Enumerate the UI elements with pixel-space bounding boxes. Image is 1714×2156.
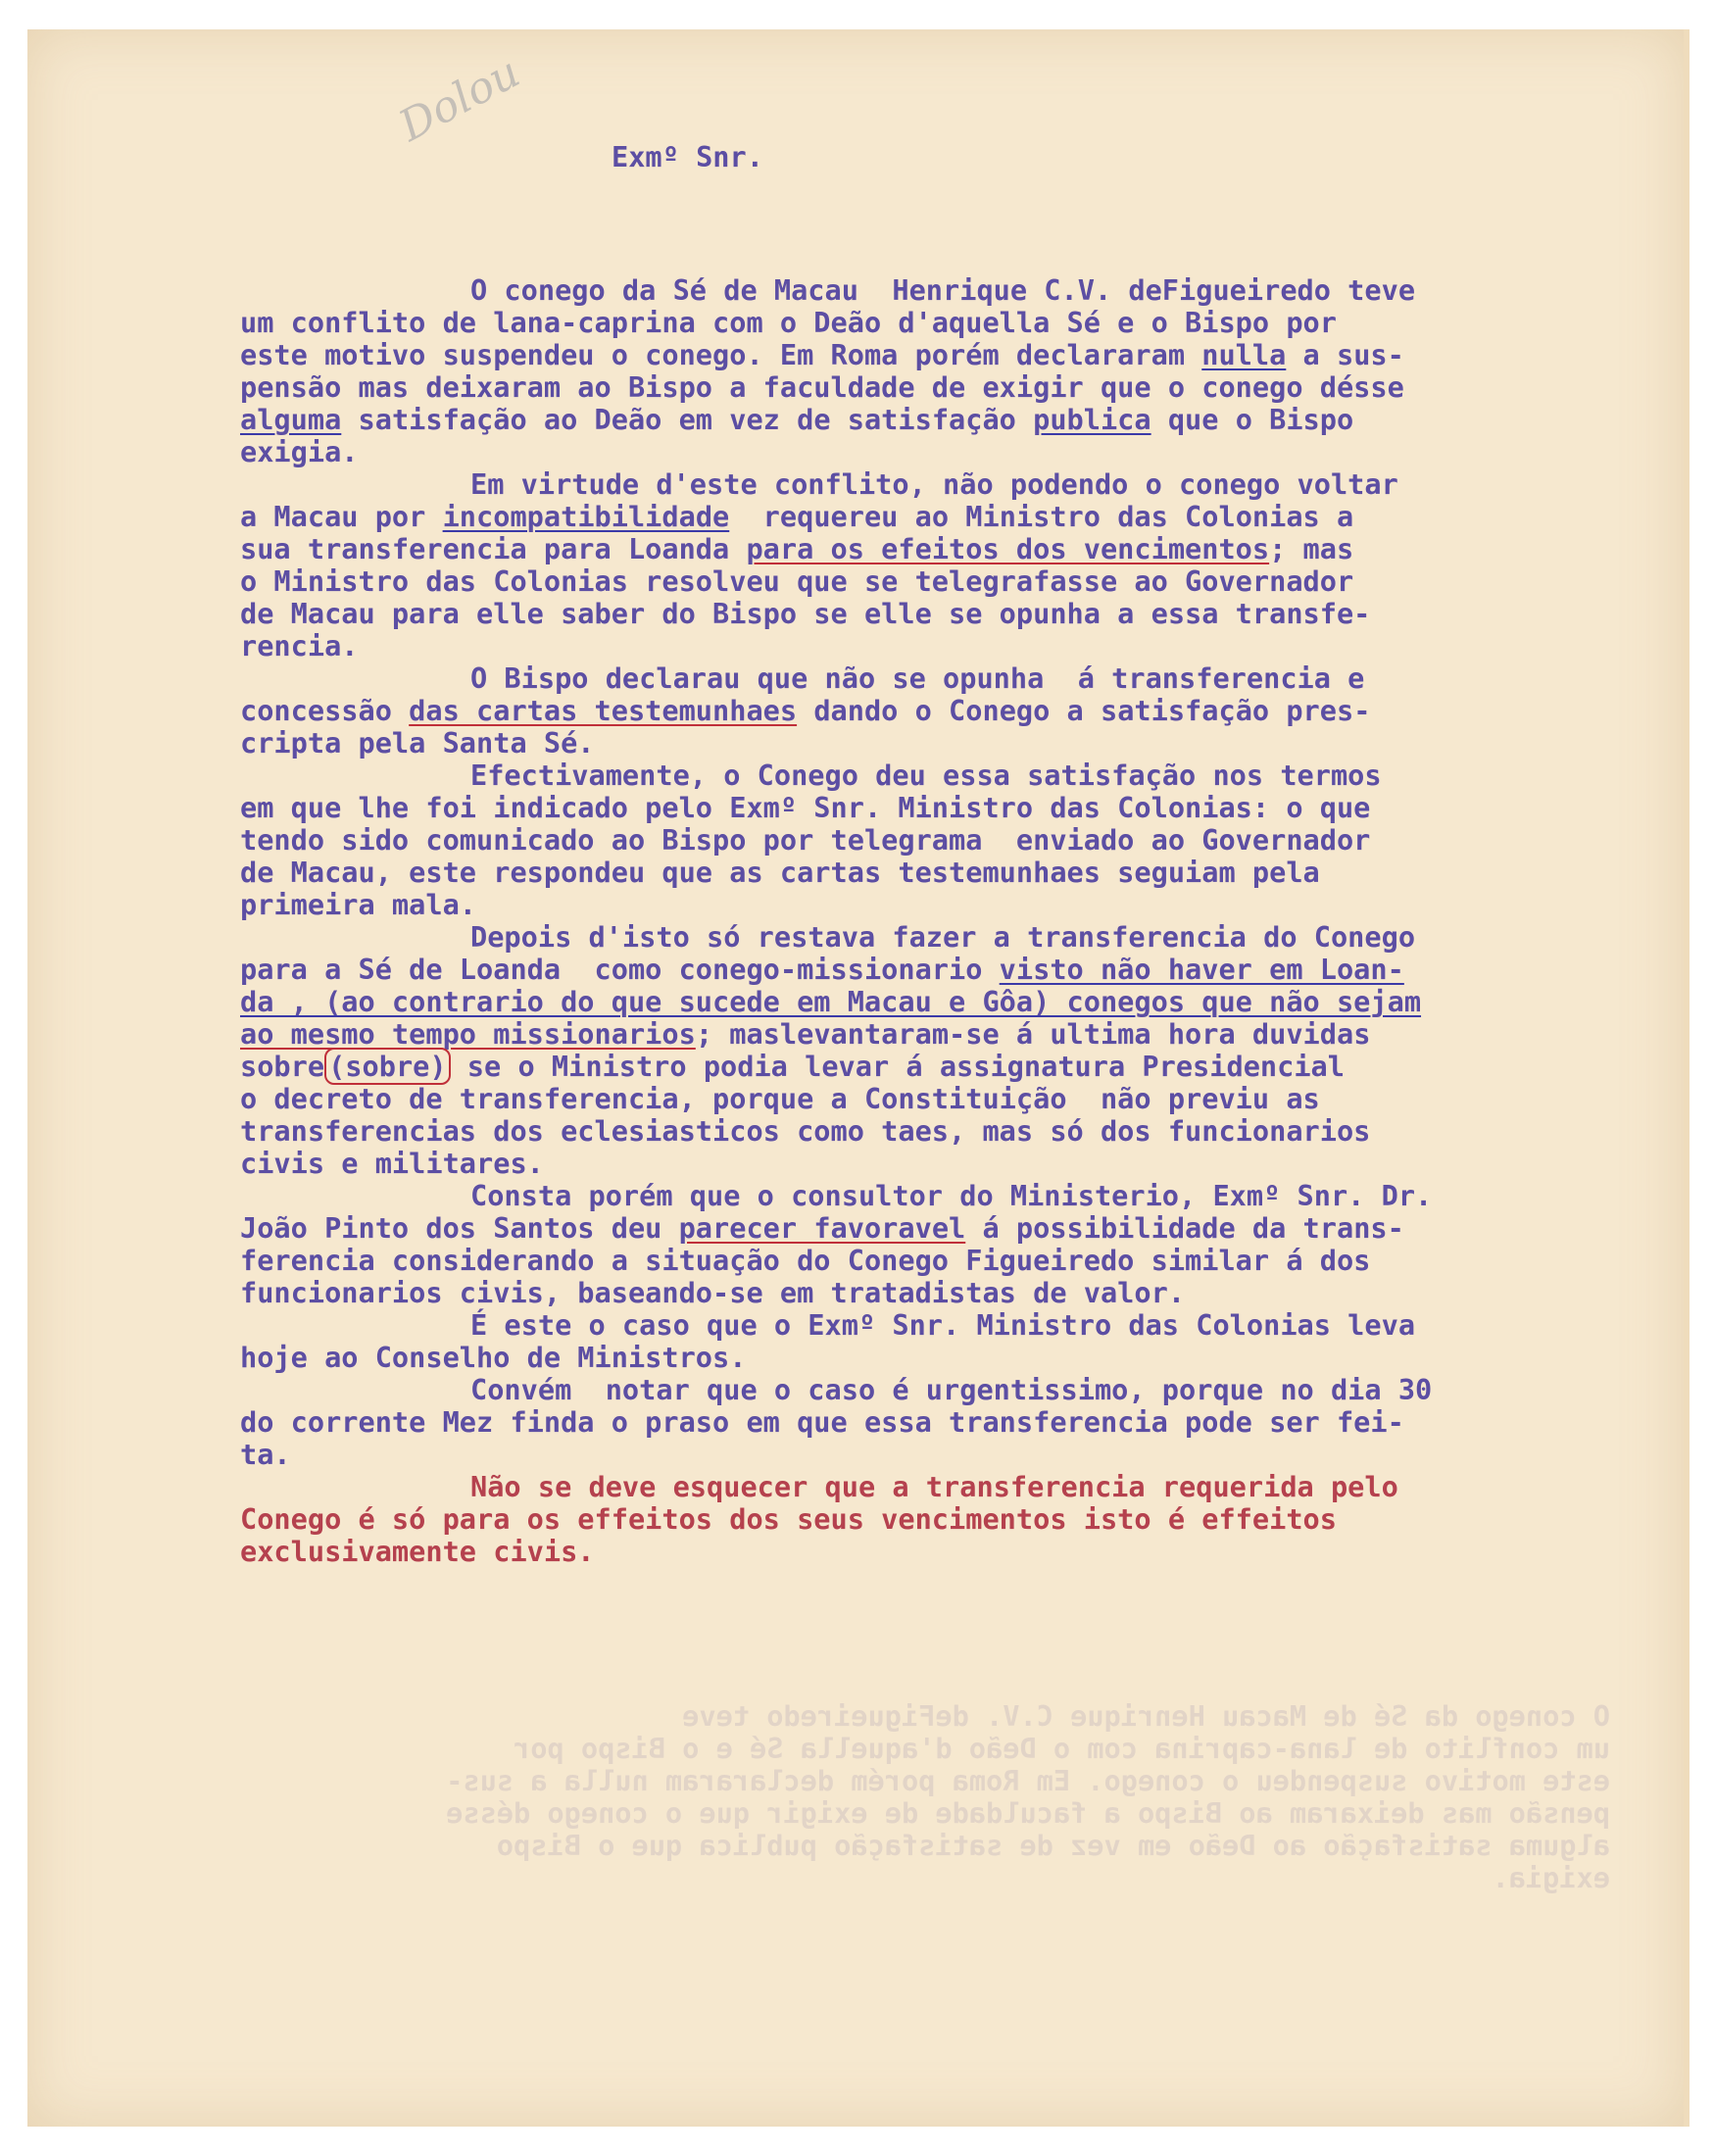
paragraph-2-line-3: sua transferencia para Loanda para os efeitos dos vencimentos; mas [240,532,1354,565]
paragraph-1-line-4: pensão mas deixaram ao Bispo a faculdade de exigir que o conego désse [240,370,1404,404]
paragraph-2-line-5: de Macau para elle saber do Bispo se elle se opunha a essa transfe- [240,597,1371,630]
salutation: Exmº Snr. [612,140,763,173]
paragraph-3-line-3: cripta pela Santa Sé. [240,726,595,760]
paragraph-6-line-3: ferencia considerando a situação do Conego Figueiredo similar á dos [240,1244,1371,1277]
paragraph-4-line-3: tendo sido comunicado ao Bispo por telegrama enviado ao Governador [240,823,1371,857]
paragraph-3-line-1: O Bispo declarau que não se opunha á transferencia e [470,662,1365,695]
paragraph-4-line-1: Efectivamente, o Conego deu essa satisfação nos termos [470,759,1382,792]
underlined-missionarios: ao mesmo tempo missionarios [240,1017,696,1051]
paragraph-8-line-3: ta. [240,1438,291,1471]
paragraph-7-line-2: hoje ao Conselho de Ministros. [240,1341,747,1374]
paragraph-2-line-4: o Ministro das Colonias resolveu que se telegrafasse ao Governador [240,564,1354,598]
paragraph-5-line-7: transferencias dos eclesiasticos como taes, mas só dos funcionarios [240,1114,1371,1148]
paragraph-1-line-2: um conflito de lana-caprina com o Deão d'aquella Sé e o Bispo por [240,306,1337,339]
paragraph-5-line-4: ao mesmo tempo missionarios; maslevantaram-se á ultima hora duvidas [240,1017,1371,1051]
paragraph-1-line-1: O conego da Sé de Macau Henrique C.V. deFigueiredo teve [470,273,1416,307]
circled-word-sobre: (sobre) [324,1048,451,1085]
underlined-word-publica: publica [1033,403,1151,436]
bleed-through-text: O conego da Sé de Macau Henrique C.V. deFigueiredo teve um conflito de lana-caprina com o Deão d'aquella Sé e o Bispo por este motivo suspendeu o conego. Em Roma porém declararam nulla a sus- pensão mas deixaram ao Bispo a faculdade de exigir que o conego désse alguma satisfação ao Deão em vez de satisfação publica que o Bispo exigia. [446,1699,1610,1894]
paragraph-4-line-2: em que lhe foi indicado pelo Exmº Snr. Ministro das Colonias: o que [240,791,1371,824]
paragraph-2-line-2: a Macau por incompatibilidade requereu ao Ministro das Colonias a [240,500,1354,533]
paragraph-1-line-5: alguma satisfação ao Deão em vez de satisfação publica que o Bispo [240,403,1354,436]
underlined-word-alguma: alguma [240,403,342,436]
underlined-word-nulla: nulla [1201,338,1287,371]
paragraph-5-line-6: o decreto de transferencia, porque a Constituição não previu as [240,1082,1320,1115]
paragraph-2-line-1: Em virtude d'este conflito, não podendo o conego voltar [470,467,1398,501]
underlined-ao-contrario: da , (ao contrario do que sucede em Macau e Gôa) conegos que não sejam [240,985,1422,1018]
paragraph-2-line-6: rencia. [240,629,359,662]
paragraph-4-line-5: primeira mala. [240,888,477,921]
paragraph-1-line-3: este motivo suspendeu o conego. Em Roma porém declararam nulla a sus- [240,338,1404,371]
paragraph-5-line-8: civis e militares. [240,1147,544,1180]
underlined-cartas-testemunhaes: das cartas testemunhaes [409,694,798,727]
paragraph-5-line-2: para a Sé de Loanda como conego-missionario visto não haver em Loan- [240,953,1404,986]
underlined-incompatibilidade: incompatibilidade [442,500,730,533]
paragraph-8-line-2: do corrente Mez finda o praso em que essa transferencia pode ser fei- [240,1405,1404,1439]
paragraph-1-line-6: exigia. [240,435,359,468]
letter-page [27,29,1690,2127]
underlined-parecer-favoravel: parecer favoravel [678,1211,966,1245]
paragraph-8-line-1: Convém notar que o caso é urgentissimo, porque no dia 30 [470,1373,1433,1406]
underlined-visto-nao-haver: visto não haver em Loan- [999,953,1404,986]
paragraph-3-line-2: concessão das cartas testemunhaes dando o Conego a satisfação pres- [240,694,1371,727]
paragraph-9-line-2: Conego é só para os effeitos dos seus vencimentos isto é effeitos [240,1502,1337,1536]
paragraph-6-line-1: Consta porém que o consultor do Ministerio, Exmº Snr. Dr. [470,1179,1433,1212]
paragraph-9-line-1: Não se deve esquecer que a transferencia requerida pelo [470,1470,1398,1503]
paragraph-6-line-4: funcionarios civis, baseando-se em tratadistas de valor. [240,1276,1186,1309]
paragraph-6-line-2: João Pinto dos Santos deu parecer favoravel á possibilidade da trans- [240,1211,1404,1245]
handwritten-signature: Dolou [391,47,528,152]
underlined-para-os-efeitos: para os efeitos dos vencimentos [746,532,1270,565]
paragraph-5-line-3 [240,986,1421,1018]
paragraph-9-line-3: exclusivamente civis. [240,1535,595,1568]
paragraph-5-line-1: Depois d'isto só restava fazer a transferencia do Conego [470,920,1416,954]
paragraph-4-line-4: de Macau, este respondeu que as cartas testemunhaes seguiam pela [240,856,1320,889]
paragraph-7-line-1: É este o caso que o Exmº Snr. Ministro das Colonias leva [470,1308,1416,1342]
paragraph-5-line-5: sobre (sobre) se o Ministro podia levar á assignatura Presidencial [240,1050,1345,1083]
